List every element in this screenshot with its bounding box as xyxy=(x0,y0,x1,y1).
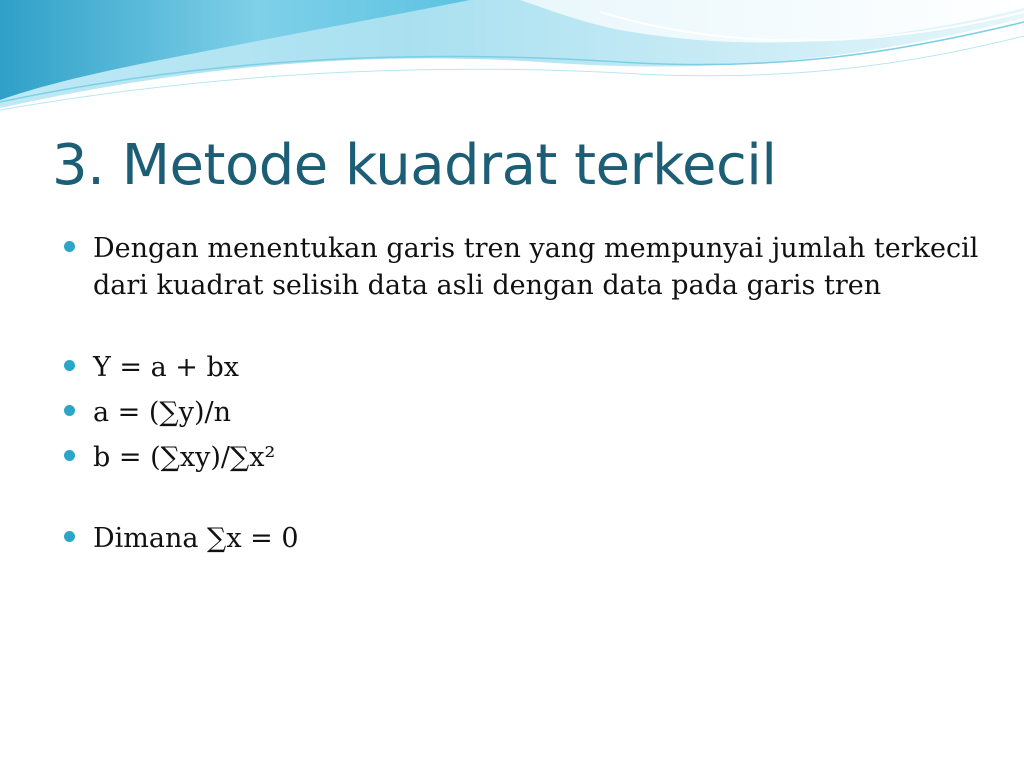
wave-header-decoration xyxy=(0,0,1024,130)
slide-title: 3. Metode kuadrat terkecil xyxy=(52,133,777,198)
bullet-dot-icon xyxy=(64,241,75,252)
bullet-dot-icon xyxy=(64,531,75,542)
bullet-item-condition xyxy=(62,520,982,557)
bullet-text: Dengan menentukan garis tren yang mempunyai jumlah terkecil dari kuadrat selisih data asli dengan data pada garis tren xyxy=(93,233,979,301)
bullet-dot-icon xyxy=(64,405,75,416)
bullet-item-equation xyxy=(62,349,982,386)
bullet-item-b-formula xyxy=(62,439,982,476)
bullet-dot-icon xyxy=(64,360,75,371)
bullet-text: Y = a + bx xyxy=(93,352,240,383)
bullet-item-definition xyxy=(62,230,982,304)
bullet-text: a = (∑y)/n xyxy=(93,397,231,428)
bullet-list xyxy=(62,230,982,557)
bullet-text: Dimana ∑x = 0 xyxy=(93,523,299,554)
bullet-text: b = (∑xy)/∑x² xyxy=(93,442,276,473)
bullet-dot-icon xyxy=(64,450,75,461)
bullet-item-a-formula xyxy=(62,394,982,431)
